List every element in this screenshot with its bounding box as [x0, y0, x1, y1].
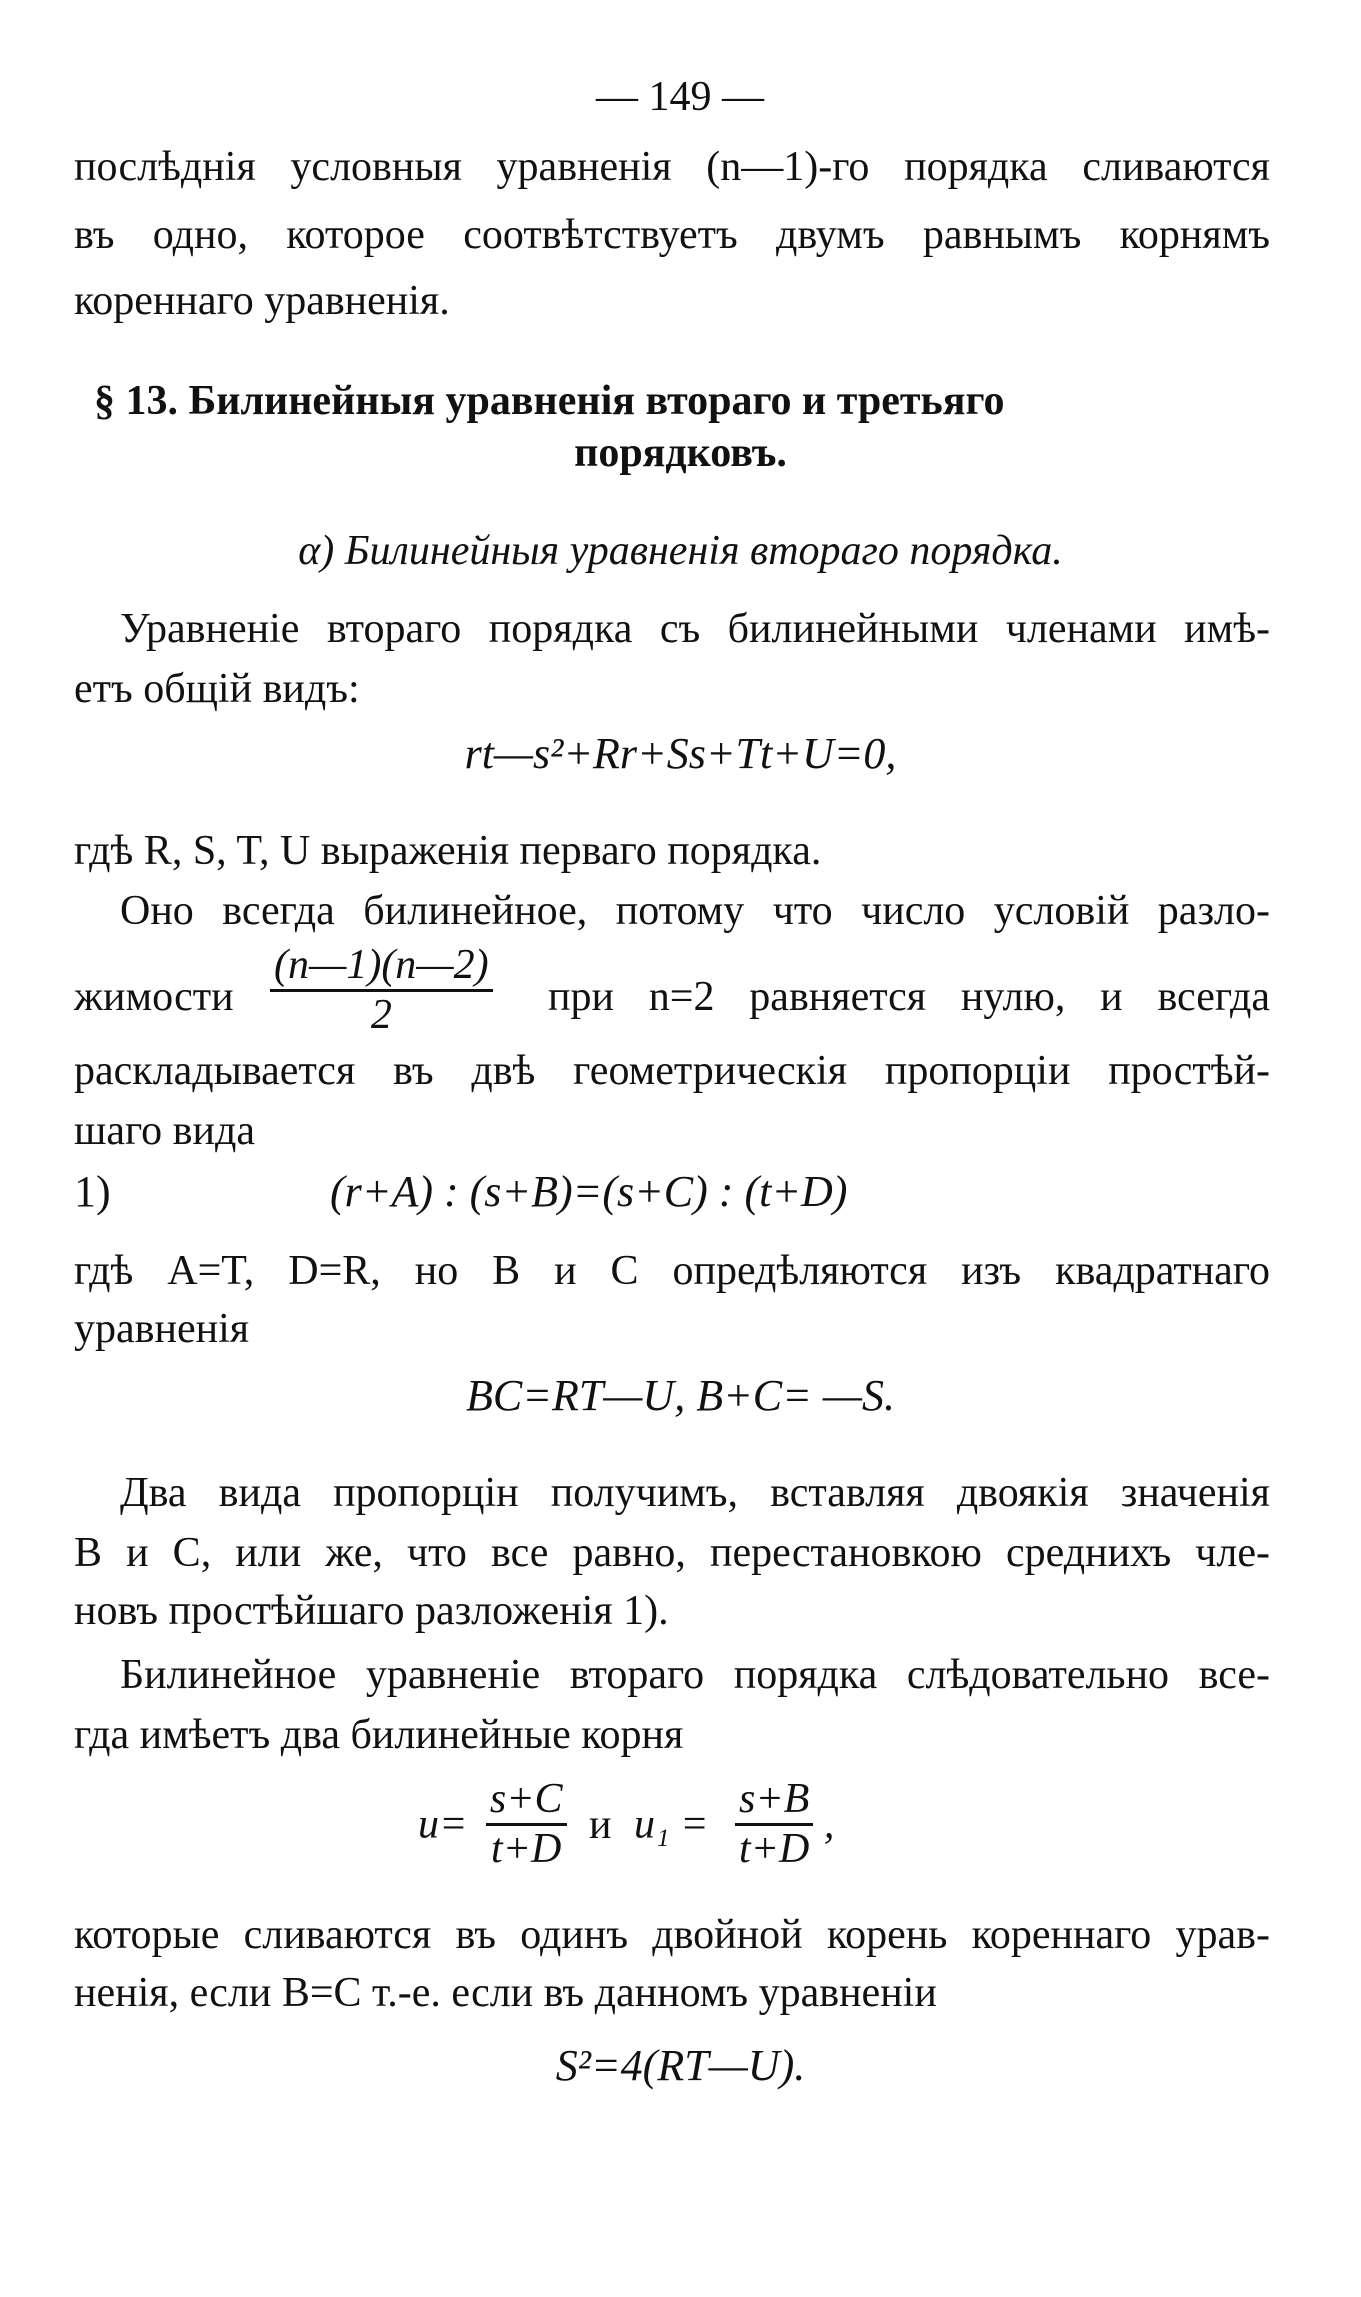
equation-4-and: и [589, 1801, 612, 1848]
paragraph-3-line-1: Оно всегда билинейное, потому что число условій разло- [120, 888, 1270, 934]
equation-4-u1: u₁ = [634, 1801, 709, 1848]
paragraph-3-line-2-left: жимости [74, 974, 234, 1020]
equation-3: BC=RT—U, B+C= —S. [466, 1371, 895, 1420]
paragraph-6-line-2: гда имѣетъ два билинейные корня [74, 1712, 684, 1758]
paragraph-1-line-1: Уравненіе втораго порядка съ билинейными членами имѣ- [120, 606, 1270, 652]
equation-2-label: 1) [74, 1167, 111, 1216]
subsection-heading: α) Билинейныя уравненія втораго порядка. [298, 528, 1063, 574]
intro-line-3: кореннаго уравненія. [74, 278, 450, 324]
equation-2: (r+A) : (s+B)=(s+C) : (t+D) [330, 1167, 848, 1216]
paragraph-3-line-4: шаго вида [74, 1108, 255, 1154]
equation-4 [418, 1776, 834, 1873]
paragraph-5-line-2: B и C, или же, что все равно, перестановкою среднихъ чле- [74, 1530, 1270, 1576]
equation-4-fraction-2-numerator: s+B [735, 1776, 813, 1826]
fraction-denominator: 2 [370, 992, 392, 1039]
page-number: — 149 — [596, 74, 764, 120]
paragraph-6-line-1: Билинейное уравненіе втораго порядка слѣдовательно все- [120, 1652, 1270, 1698]
fraction [270, 942, 493, 1039]
fraction-n-terms [270, 942, 530, 1039]
paragraph-7-line-2: ненія, если B=C т.-е. если въ данномъ уравненіи [74, 1970, 937, 2016]
fraction-numerator: (n—1)(n—2) [270, 942, 493, 992]
equation-4-fraction-2 [735, 1776, 813, 1873]
paragraph-3-line-3: раскладывается въ двѣ геометрическія пропорціи простѣй- [74, 1048, 1270, 1094]
paragraph-1-line-2: етъ общій видъ: [74, 666, 360, 712]
section-heading-line-2: порядковъ. [574, 430, 787, 476]
paragraph-4-line-1: гдѣ A=T, D=R, но B и C опредѣляются изъ квадратнаго [74, 1248, 1270, 1294]
intro-line-2: въ одно, которое соотвѣтствуетъ двумъ равнымъ корнямъ [74, 212, 1270, 258]
paragraph-5-line-1: Два вида пропорцін получимъ, вставляя двоякія значенія [120, 1470, 1270, 1516]
paragraph-4-line-2: уравненія [74, 1306, 250, 1352]
section-heading-line-1: § 13. Билинейныя уравненія втораго и третьяго [94, 378, 1005, 424]
equation-4-fraction-2-denominator: t+D [738, 1826, 810, 1873]
equation-4-fraction-1-numerator: s+C [486, 1776, 567, 1826]
equation-5: S²=4(RT—U). [555, 2041, 806, 2090]
equation-1: rt—s²+Rr+Ss+Tt+U=0, [464, 729, 897, 778]
equation-4-u: u= [418, 1801, 468, 1848]
paragraph-3-line-2-right: при n=2 равняется нулю, и всегда [548, 974, 1270, 1020]
equation-4-comma: , [823, 1801, 835, 1848]
paragraph-2: гдѣ R, S, T, U выраженія перваго порядка. [74, 828, 822, 874]
equation-4-fraction-1-denominator: t+D [491, 1826, 562, 1873]
paragraph-7-line-1: которые сливаются въ одинъ двойной корень кореннаго урав- [74, 1912, 1270, 1958]
paragraph-5-line-3: новъ простѣйшаго разложенія 1). [74, 1588, 669, 1634]
equation-4-fraction-1 [486, 1776, 567, 1873]
intro-line-1: послѣднія условныя уравненія (n—1)-го порядка сливаются [74, 144, 1270, 190]
